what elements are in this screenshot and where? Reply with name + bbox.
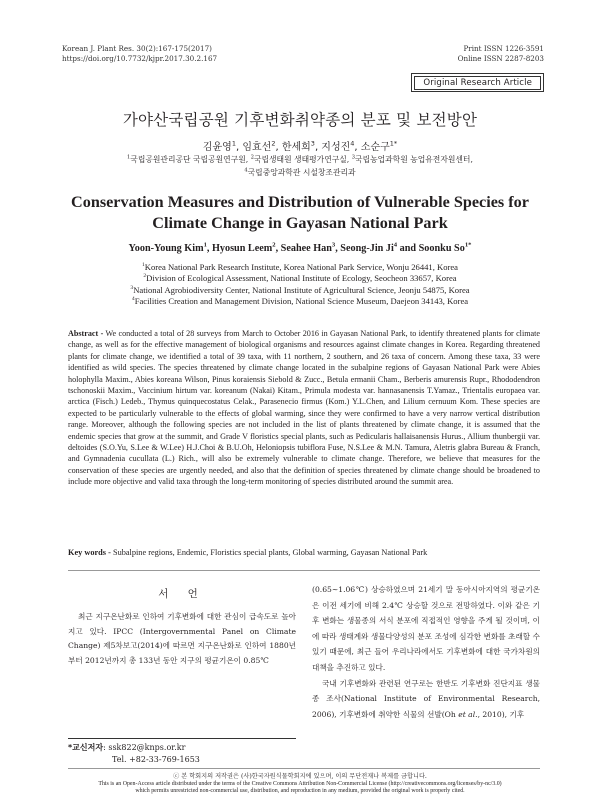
et-al: et al. [458,709,478,719]
correspondence-email-line [68,742,296,754]
affiliation-marker: 2 [250,154,254,161]
affiliation-marker: 3 [351,154,355,161]
affiliation-text: Korea National Park Research Institute, Korea National Park Service, Wonju 26441, Korea [144,262,458,272]
copyright-notice: ⓒ 본 학회지의 저작권은 (사)한국자원식물학회지에 있으며, 이의 무단전재나 복제를 금합니다. [173,773,427,780]
intro-paragraph-right-1: (0.65∼1.06℃) 상승하였으며 21세기 말 동아시아지역의 평균기온은 이전 세기에 비해 2.4℃ 상승할 것으로 전망하였다. 이와 같은 기후 변화는 생물종의 서식 분포에 직접적인 영향을 주게 될 것이며, 이에 따라 생태계와 생물다양성의 분포 조성에 심각한 변화를 초래할 수 있기 때문에, 최근 들어 우리나라에서도 기후변화에 대한 국가차원의 대책을 추진하고 있다. [312,585,540,672]
author-marker: 3 [310,139,315,148]
author-marker: 2 [271,139,276,148]
footer-divider [68,768,540,769]
license-line-1: This is an Open-Access article distributed under the terms of the Creative Commons Attribution Non-Commercial License (http://creativecommons.org/licenses/by-nc/3.0) [98,781,502,787]
author-name: Seahee Han [280,243,332,254]
author-name: Hyosun Leem [211,243,273,254]
affiliation-marker: 1 [127,154,131,161]
journal-volume-line: Korean J. Plant Res. 30(2):167-175(2017) [62,44,212,53]
keywords [68,548,540,557]
author-name: 임효선 [242,142,272,153]
affiliation-text: 국립공원관리공단 국립공원연구원, [130,155,251,164]
english-affiliations [0,262,600,308]
keywords-text: Subalpine regions, Endemic, Floristics special plants, Global warming, Gayasan National Park [112,548,428,557]
author-marker: 2 [272,241,276,249]
english-title-line-1: Conservation Measures and Distribution of Vulnerable Species for [71,193,529,211]
author-marker: 4 [393,241,398,249]
affiliation-text: Facilities Creation and Management Division, National Science Museum, Daejeon 34143, Korea [134,296,469,307]
author-name: 김윤영 [202,142,232,153]
abstract [68,328,540,488]
author-marker: 1 [231,139,236,148]
doi-link[interactable]: https://doi.org/10.7732/kjpr.2017.30.2.167 [62,53,218,63]
author-name: Soonku So [418,243,465,254]
english-title [0,192,600,234]
journal-citation [62,44,217,63]
affiliation-text: 국립중앙과학관 시설창조관리과 [247,167,356,177]
korean-authors: 김윤영$^1$, 임효선$^2$, 한세희$^3$, 지성진$^4$, 소순구$^{1*}$ [202,139,398,153]
author-name: 한세희 [281,142,311,153]
keywords-label: Key words - [68,548,111,557]
korean-affiliation-line-1 [0,154,600,167]
affiliation-text: Division of Ecological Assessment, National Institute of Ecology, Seocheon 33657, Korea [146,273,457,284]
author-name: 소순구 [360,142,390,153]
article-type-label: Original Research Article [414,76,541,90]
correspondence-label: *교신저자 [68,743,104,752]
affiliation-marker: 4 [131,296,135,303]
correspondence [68,738,296,766]
korean-affiliations [0,154,600,179]
affiliation-text: 국립생태원 생태평가연구실, [253,155,352,164]
issn-block [458,44,544,63]
affiliation-marker: 1 [142,262,145,269]
english-title-line-2: Climate Change in Gayasan National Park [152,214,448,232]
affiliation-marker: 2 [143,273,147,280]
affiliation-marker: 4 [244,166,248,173]
left-column [68,586,296,668]
author-name: 지성진 [321,142,351,153]
author-marker: 3 [331,241,336,249]
intro-paragraph-right-2 [312,676,540,723]
affiliation-line [0,273,600,284]
intro-paragraph-left: 최근 지구온난화로 인하여 기후변화에 대한 관심이 급속도로 높아지고 있다. IPCC (Intergovernmental Panel on Climate Change) 제5차보고(2014)에 따르면 지구온난화로 인하여 1880년부터 2012년까지 총 133년 동안 지구의 평균기온이 0.85℃ [68,612,296,665]
abstract-text: We conducted a total of 28 surveys from March to October 2016 in Gayasan National Park, to identify threatened plants for climate change, as well as for the effective management of biological organisms and resources against climate changes in Korea. Regarding threatened plants for climate change, we identified a total of 39 taxa, with 11 northern, 2 southern, and 26 taxa of concern. Among these taxa, 33 were identified as wild species. The species threatened by climate change located in the subalpine regions of Gayasan National Park were Abies holophylla Maxim., Abies koreana Wilson, Pinus koraiensis Siebold & Zucc., Betula ermanii Cham., Berberis amurensis Rupr., Rhododendron tschonoskii Maxim., Vaccinium hirtum var. koreanum (Nakai) Kitam., Primula modesta var. hannasanensis T.Yamaz., Trientalis europaea var. arctica (Fisch.) Ledeb., Thymus quinquecostatus Celak., Parasenecio firmus (Kom.) Y.L.Chen, and Lilium cernuum Kom. These species are expected to be particularly vulnerable to the effects of global warming, since they were confirmed to have a very narrow vertical distribution range. Moreover, although the following species are not included in the list of plants threatened by climate change, it is assumed that the endemic species that grow at the summit, and Grade V floristics special plants, such as Pedicularis hallaisanensis Hurus., Allium thunbergii var. deltoides (S.O.Yu, S.Lee & W.Lee) H.J.Choi & B.U.Oh, Heloniopsis tubiflora Fuse, N.S.Lee & M.N. Tamura, Aletris glabra Bureau & Franch, and Gymnadenia cucullata (L.) Rich., will also be extremely vulnerable to climate change. Therefore, we believe that measures for the conservation of these species are urgently needed, and also that the definition of species threatened by climate change should be broadened to include more objective and valid taxa through the long-term monitoring of species distributed around the summit area. [68,329,540,487]
author-marker: 1* [389,139,398,148]
affiliation-line [0,285,600,296]
print-issn: Print ISSN 1226-3591 [463,44,544,53]
correspondence-tel: Tel. +82-33-769-1653 [112,755,200,764]
english-authors: Yoon-Young Kim$^1$, Hyosun Leem$^2$, Seahee Han$^3$, Seong-Jin Ji$^4$ and Soonku $So^{1*}$ [128,241,472,254]
abstract-label: Abstract - [68,329,104,338]
license-notice [0,781,600,796]
paragraph-text-end: , 2010), 기후 [477,709,525,719]
author-marker: 1* [464,241,472,249]
section-divider [68,570,540,571]
author-name: Seong-Jin Ji [340,243,394,254]
article-type-badge [411,73,544,92]
intro-heading: 서 언 [158,588,206,600]
correspondence-email[interactable]: : ssk822@knps.or.kr [103,743,186,752]
korean-title: 가야산국립공원 기후변화취약종의 분포 및 보전방안 [122,111,478,129]
affiliation-text: 국립농업과학원 농업유전자원센터, [355,155,473,164]
license-line-2: which permits unrestricted non-commercial use, distribution, and reproduction in any medium, provided the original work is properly cited. [135,788,465,795]
paragraph-text: 국내 기후변화와 관련된 연구로는 한반도 기후변화 진단지표 생물종 조사(National Institute of Environmental Research, 2006), 기후변화에 취약한 식물의 선발(Oh [312,678,540,719]
author-name: Yoon-Young Kim [128,243,204,254]
affiliation-text: National Agrobiodiversity Center, National Institute of Agricultural Science, Jeonju 54875, Korea [133,284,470,295]
affiliation-line [0,296,600,307]
korean-affiliation-line-2 [0,167,600,180]
author-marker: 4 [350,139,355,148]
right-column [312,582,540,722]
author-marker: 1 [203,241,207,249]
affiliation-marker: 3 [130,284,134,291]
online-issn: Online ISSN 2287-8203 [457,53,544,63]
affiliation-line [0,262,600,273]
